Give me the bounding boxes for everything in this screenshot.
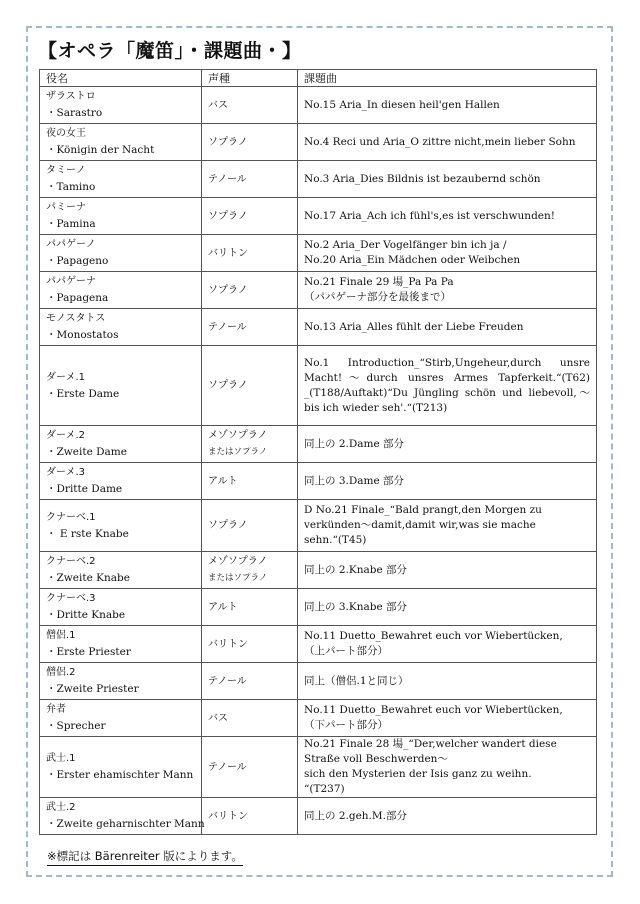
role-name-de: ・Papagena xyxy=(46,292,109,304)
piece-line: No.20 Aria_Ein Mädchen oder Weibchen xyxy=(304,254,521,266)
piece-line: No.4 Reci und Aria_O zittre nicht,mein lieber Sohn xyxy=(304,135,576,148)
role-cell xyxy=(40,161,202,198)
role-name-de: ・Erster ehamischter Mann xyxy=(46,769,194,781)
voice-cell xyxy=(202,161,298,198)
piece-line: No.11 Duetto_Bewahret euch vor Wiebertücken, xyxy=(304,630,563,642)
voice-cell xyxy=(202,309,298,346)
role-cell xyxy=(40,626,202,663)
role-name-jp: タミーノ xyxy=(46,165,86,176)
piece-line: Straße voll Beschwerden～ xyxy=(304,753,448,765)
piece-line: “(T237) xyxy=(304,783,345,795)
table-row xyxy=(40,626,597,663)
voice-cell xyxy=(202,663,298,700)
table-row xyxy=(40,198,597,235)
voice-cell xyxy=(202,737,298,798)
role-name-de: ・Erste Dame xyxy=(46,387,120,400)
role-name-jp: 弁者 xyxy=(46,704,66,715)
voice-cell xyxy=(202,124,298,161)
voice-type: バリトン xyxy=(208,638,248,650)
assignment-table xyxy=(39,69,597,835)
role-name-jp: ダーメ.1 xyxy=(46,371,86,383)
piece-line: No.11 Duetto_Bewahret euch vor Wiebertücken, xyxy=(304,704,563,716)
piece-line: 同上の 3.Knabe 部分 xyxy=(304,600,407,613)
piece-cell xyxy=(298,589,597,626)
role-cell xyxy=(40,198,202,235)
role-name-de: ・Königin der Nacht xyxy=(46,144,155,156)
table-row xyxy=(40,161,597,198)
piece-line: No.21 Finale 29 場_Pa Pa Pa xyxy=(304,276,454,288)
piece-cell xyxy=(298,463,597,500)
role-cell xyxy=(40,272,202,309)
voice-cell xyxy=(202,700,298,737)
piece-line: verkünden～damit,damit wir,was sie mache xyxy=(304,519,536,531)
voice-cell xyxy=(202,500,298,552)
role-cell xyxy=(40,589,202,626)
role-name-de: ・Zweite geharnischter Mann xyxy=(46,818,205,830)
role-name-jp: ダーメ.2 xyxy=(46,430,86,441)
role-name-jp: ザラストロ xyxy=(46,91,96,102)
voice-type: バリトン xyxy=(208,247,248,259)
role-name-de: ・Monostatos xyxy=(46,329,119,341)
voice-type: テノール xyxy=(208,321,247,333)
voice-type: テノール xyxy=(208,173,247,185)
piece-cell xyxy=(298,198,597,235)
piece-line: No.2 Aria_Der Vogelfänger bin ich ja / xyxy=(304,239,507,251)
piece-line: D No.21 Finale_“Bald prangt,den Morgen zu xyxy=(304,504,542,516)
piece-cell xyxy=(298,161,597,198)
role-name-jp: パパゲーノ xyxy=(46,239,96,250)
table-row xyxy=(40,235,597,272)
voice-type: またはソプラノ xyxy=(208,447,268,457)
role-name-jp: ダーメ.3 xyxy=(46,467,86,478)
role-cell xyxy=(40,463,202,500)
table-row xyxy=(40,798,597,835)
voice-type: ソプラノ xyxy=(208,380,248,391)
header-voice: 声種 xyxy=(202,70,298,87)
table-header-row xyxy=(40,70,597,87)
role-name-jp: クナーベ.1 xyxy=(46,511,96,523)
piece-cell xyxy=(298,552,597,589)
footnote: ※標記は Bärenreiter 版によります。 xyxy=(47,848,243,866)
role-cell xyxy=(40,552,202,589)
piece-cell xyxy=(298,87,597,124)
piece-line: 同上の 3.Dame 部分 xyxy=(304,474,405,487)
role-name-de: ・Zweite Dame xyxy=(46,446,127,458)
voice-type: メゾソプラノ xyxy=(208,430,268,441)
voice-type: アルト xyxy=(208,601,238,613)
voice-type: バリトン xyxy=(208,810,248,822)
voice-type: ソプラノ xyxy=(208,136,248,148)
piece-line: 同上の 2.Dame 部分 xyxy=(304,437,405,450)
piece-line: No.21 Finale 28 場_“Der,welcher wandert diese xyxy=(304,738,557,750)
piece-line: （上パート部分） xyxy=(304,645,388,657)
piece-cell xyxy=(298,235,597,272)
role-name-jp: パミーナ xyxy=(46,202,86,213)
piece-cell xyxy=(298,626,597,663)
table-row xyxy=(40,700,597,737)
voice-type: ソプラノ xyxy=(208,210,248,222)
role-name-jp: 僧侶.1 xyxy=(46,630,76,641)
voice-cell xyxy=(202,798,298,835)
table-row xyxy=(40,463,597,500)
table-row xyxy=(40,589,597,626)
voice-cell xyxy=(202,272,298,309)
voice-cell xyxy=(202,198,298,235)
piece-line: No.13 Aria_Alles fühlt der Liebe Freuden xyxy=(304,320,524,333)
role-cell xyxy=(40,235,202,272)
voice-cell xyxy=(202,346,298,426)
table-row xyxy=(40,737,597,798)
role-name-de: ・Dritte Knabe xyxy=(46,609,126,621)
role-name-jp: 僧侶.2 xyxy=(46,667,76,678)
piece-line: No.15 Aria_In diesen heil'gen Hallen xyxy=(304,98,500,111)
voice-cell xyxy=(202,552,298,589)
piece-line: sehn.“(T45) xyxy=(304,534,367,546)
table-row xyxy=(40,87,597,124)
voice-type: メゾソプラノ xyxy=(208,556,268,567)
voice-type: アルト xyxy=(208,475,238,487)
role-name-de: ・Sarastro xyxy=(46,107,103,119)
piece-cell xyxy=(298,346,597,426)
table-row xyxy=(40,426,597,463)
table-row xyxy=(40,309,597,346)
role-name-de: ・Sprecher xyxy=(46,720,106,732)
voice-cell xyxy=(202,426,298,463)
voice-type: ソプラノ xyxy=(208,284,248,296)
role-name-de: ・Dritte Dame xyxy=(46,483,123,495)
role-cell xyxy=(40,798,205,835)
role-cell xyxy=(40,346,202,426)
table-row xyxy=(40,272,597,309)
piece-cell xyxy=(298,700,597,737)
role-cell xyxy=(40,500,202,552)
role-name-de: ・ E rste Knabe xyxy=(46,527,129,540)
role-name-de: ・Tamino xyxy=(46,181,96,193)
piece-cell xyxy=(298,124,597,161)
piece-line: No.1 Introduction_“Stirb,Ungeheur,durch unsre Macht!～durch unsres Armes Tapferkeit.“(T62) _(T188/Auftakt)“Du Jüngling schön und liebevoll,～bis ich wieder seh'.“(T213) xyxy=(304,356,590,414)
voice-cell xyxy=(202,626,298,663)
piece-line: No.17 Aria_Ach ich fühl's,es ist verschwunden! xyxy=(304,209,555,222)
piece-cell xyxy=(298,500,597,552)
voice-cell xyxy=(202,235,298,272)
piece-cell xyxy=(298,737,597,798)
table-row xyxy=(40,346,597,426)
voice-type: バス xyxy=(208,712,228,724)
role-cell xyxy=(40,87,202,124)
voice-type: テノール xyxy=(208,761,247,773)
table-row xyxy=(40,663,597,700)
voice-cell xyxy=(202,589,298,626)
table-row xyxy=(40,500,597,552)
voice-type: バス xyxy=(208,99,228,111)
piece-line: （パパゲーナ部分を最後まで） xyxy=(304,291,451,303)
piece-cell xyxy=(298,426,597,463)
piece-line: （下パート部分） xyxy=(304,719,388,731)
voice-cell xyxy=(202,87,298,124)
page-title: 【オペラ「魔笛」・課題曲・】 xyxy=(38,40,302,62)
role-name-jp: 武士.1 xyxy=(46,753,76,764)
piece-line: 同上（僧侶.1と同じ） xyxy=(304,674,409,687)
piece-cell xyxy=(298,272,597,309)
piece-line: 同上の 2.geh.M.部分 xyxy=(304,809,407,822)
role-name-jp: モノスタトス xyxy=(46,313,106,324)
role-cell xyxy=(40,426,202,463)
header-piece: 課題曲 xyxy=(298,70,597,87)
piece-cell xyxy=(298,663,597,700)
role-cell xyxy=(40,663,202,700)
piece-line: No.3 Aria_Dies Bildnis ist bezaubernd schön xyxy=(304,172,541,185)
table-row xyxy=(40,124,597,161)
role-name-de: ・Papageno xyxy=(46,255,109,267)
role-name-de: ・Zweite Priester xyxy=(46,683,139,695)
voice-type: テノール xyxy=(208,675,247,687)
piece-cell xyxy=(298,798,597,835)
role-cell xyxy=(40,737,202,798)
role-name-jp: 武士.2 xyxy=(46,802,76,813)
header-role: 役名 xyxy=(40,70,202,87)
role-cell xyxy=(40,309,202,346)
role-name-jp: パパゲーナ xyxy=(46,276,96,287)
role-cell xyxy=(40,700,202,737)
role-name-de: ・Pamina xyxy=(46,218,96,230)
role-name-de: ・Erste Priester xyxy=(46,646,131,658)
role-name-de: ・Zweite Knabe xyxy=(46,572,130,584)
role-cell xyxy=(40,124,202,161)
role-name-jp: 夜の女王 xyxy=(46,128,86,139)
piece-line: sich den Mysterien der Isis ganz zu weihn. xyxy=(304,768,532,780)
voice-cell xyxy=(202,463,298,500)
table-row xyxy=(40,552,597,589)
piece-cell xyxy=(298,309,597,346)
role-name-jp: クナーベ.2 xyxy=(46,556,96,567)
voice-type: ソプラノ xyxy=(208,520,248,531)
voice-type: またはソプラノ xyxy=(208,573,268,583)
piece-line: 同上の 2.Knabe 部分 xyxy=(304,563,407,576)
role-name-jp: クナーベ.3 xyxy=(46,593,96,604)
